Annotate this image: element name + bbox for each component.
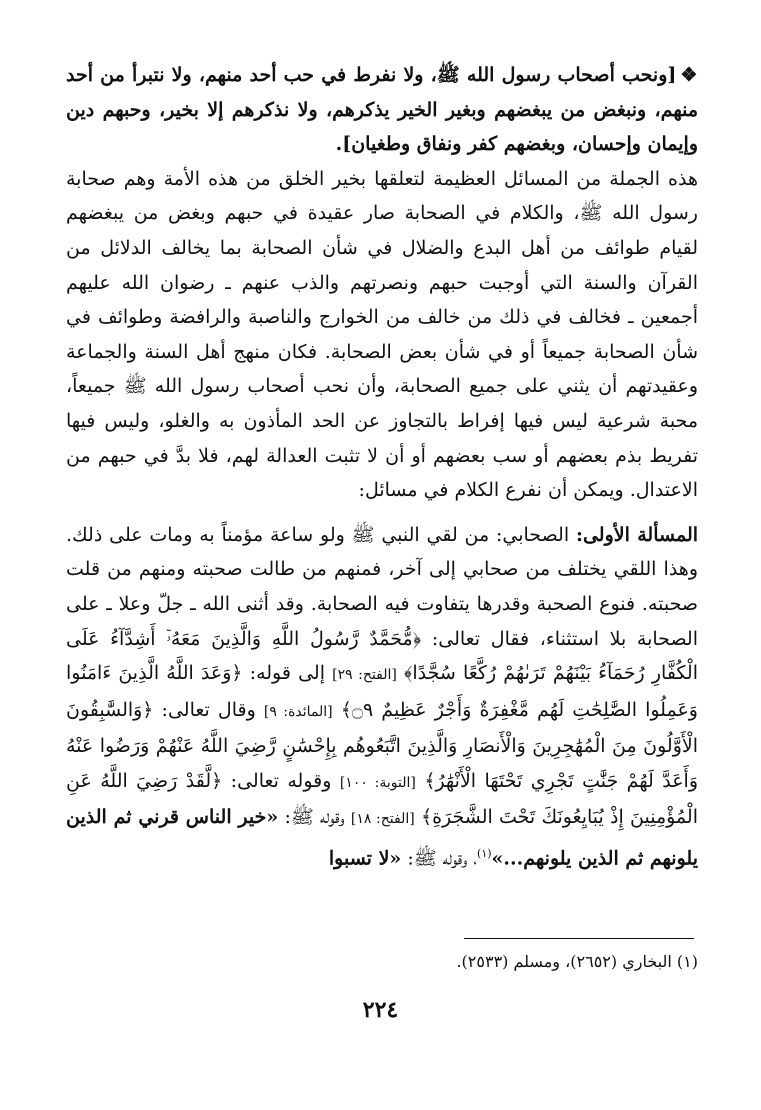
first-issue-text-a: الصحابي: من لقي النبي ﷺ ولو ساعة مؤمناً به ومات على ذلك. وهذا اللقي يختلف من صحابي إلى آخر، فمنهم من طالت صحبته ومنهم من قلت صحبته. فنوع الصحبة وقدرها يتفاوت فيه الصحابة. وقد أثنى الله ـ جلّ وعلا ـ على الصحابة بلا استثناء، فقال تعالى: <box>66 523 698 650</box>
first-issue-text-d: وقوله تعالى: <box>230 769 332 792</box>
page-body <box>66 58 698 876</box>
verse-ref-4: [الفتح: ١٨] <box>350 811 415 828</box>
first-issue-heading: المسألة الأولى: <box>575 523 699 546</box>
hadith-2: «لا تسبوا <box>328 847 402 870</box>
verse-ref-2: [المائدة: ٩] <box>263 703 333 720</box>
first-issue-text-f: ، وقوله ﷺ: <box>407 847 478 870</box>
hadith-1: «خير الناس قرني ثم الذين يلونهم ثم الذين يلونهم...» <box>66 806 698 870</box>
footnote: (١) البخاري (٢٦٥٢)، ومسلم (٢٥٣٣). <box>456 952 698 971</box>
first-issue-paragraph <box>66 518 698 876</box>
verse-ref-1: [الفتح: ٢٩] <box>332 667 397 684</box>
first-issue-text-b: إلى قوله: <box>249 662 325 685</box>
first-issue-text-e: وقوله ﷺ: <box>284 806 345 829</box>
page-number: ٢٢٤ <box>362 997 399 1023</box>
verse-ref-3: [التوبة: ١٠٠] <box>339 774 416 791</box>
creed-statement <box>66 58 698 162</box>
section-gap <box>66 508 698 518</box>
verse-1: ﴿مُّحَمَّدٌ رَّسُولُ اللَّهِ وَالَّذِينَ مَعَهُۥٓ أَشِدَّآءُ عَلَى الْكُفَّارِ رُحَمَآءُ بَيْنَهُمْ تَرَىٰهُمْ رُكَّعًا سُجَّدًا﴾ <box>66 627 698 685</box>
verse-4: ﴿لَّقَدْ رَضِيَ اللَّهُ عَنِ الْمُؤْمِنِينَ إِذْ يُبَايِعُونَكَ تَحْتَ الشَّجَرَةِ﴾ <box>66 769 698 829</box>
intro-paragraph: هذه الجملة من المسائل العظيمة لتعلقها بخير الخلق من هذه الأمة وهم صحابة رسول الله ﷺ، والكلام في الصحابة صار عقيدة في حبهم وبغض من يبغضهم لقيام طوائف من أهل البدع والضلال في شأن الصحابة بما يخالف الدلائل من القرآن والسنة التي أوجبت حبهم ونصرتهم والذب عنهم ـ رضوان الله عليهم أجمعين ـ فخالف في ذلك من خالف من الخوارج والناصبة والرافضة وطوائف في شأن الصحابة جميعاً أو في شأن بعض الصحابة. فكان منهج أهل السنة والجماعة وعقيدتهم أن يثني على جميع الصحابة، وأن نحب أصحاب رسول الله ﷺ جميعاً، محبة شرعية ليس فيها إفراط بالتجاوز عن الحد المأذون به والغلو، وليس فيها تفريط بذم بعضهم أو سب بعضهم أو أن لا تثبت العدالة لهم، فلا بدَّ في حبهم من الاعتدال. ويمكن أن نفرع الكلام في مسائل: <box>66 167 698 502</box>
verse-2: ﴿وَعَدَ اللَّهُ الَّذِينَ ءَامَنُوا وَعَمِلُوا الصَّٰلِحَٰتِ لَهُم مَّغْفِرَةٌ وَأَجْرٌ عَظِيمٌ ۝٩﴾ <box>66 662 698 721</box>
footnote-divider <box>464 938 694 939</box>
first-issue-text-c: وقال تعالى: <box>161 698 256 721</box>
footnote-marker[interactable]: (١) <box>477 847 492 861</box>
creed-text: [ونحب أصحاب رسول الله ﷺ، ولا نفرط في حب أحد منهم، ولا نتبرأ من أحد منهم، ونبغض من يبغضهم وبغير الخير يذكرهم، ولا نذكرهم إلا بخير، وحبهم دين وإيمان وإحسان، وبغضهم كفر ونفاق وطغيان]. <box>66 64 698 156</box>
verse-3: ﴿وَالسَّٰبِقُونَ الْأَوَّلُونَ مِنَ الْمُهَٰجِرِينَ وَالْأَنصَارِ وَالَّذِينَ اتَّبَعُوهُم بِإِحْسَٰنٍ رَّضِيَ اللَّهُ عَنْهُمْ وَرَضُوا عَنْهُ وَأَعَدَّ لَهُمْ جَنَّٰتٍ تَجْرِي تَحْتَهَا الْأَنْهَٰرُ﴾ <box>66 698 698 792</box>
diamond-marker-icon: ❖ <box>680 64 698 86</box>
